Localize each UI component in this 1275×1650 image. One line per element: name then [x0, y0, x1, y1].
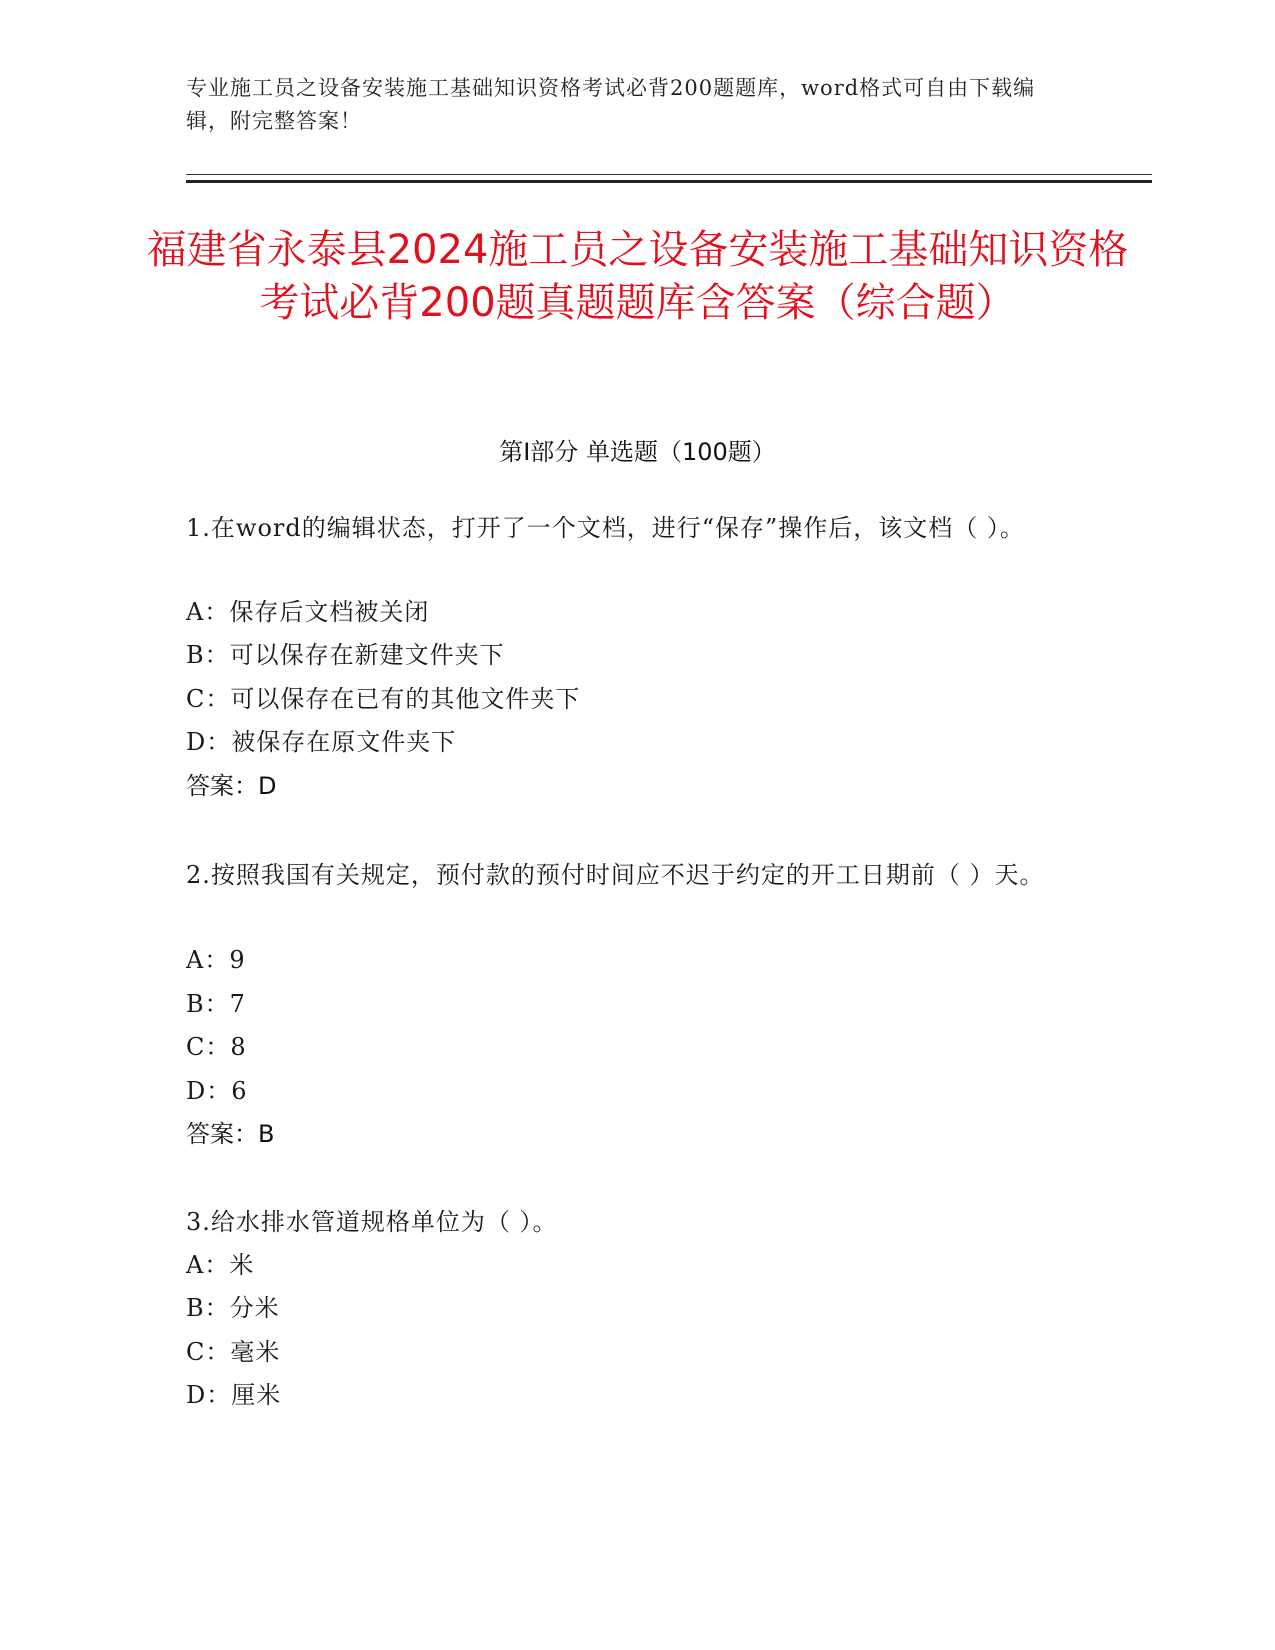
header-rule-thick: [186, 180, 1152, 183]
question-3-option-c: C：毫米: [186, 1338, 281, 1366]
header-rule-thin: [186, 174, 1152, 175]
question-3-option-a: A：米: [186, 1251, 255, 1279]
question-2-option-c: C：8: [186, 1033, 247, 1061]
header-note: 专业施工员之设备安装施工基础知识资格考试必背200题题库，word格式可自由下载编辑，附完整答案！: [186, 76, 1036, 133]
question-3-text: 3.给水排水管道规格单位为（ ）。: [186, 1208, 558, 1236]
section-heading: 第I部分 单选题（100题）: [499, 438, 776, 466]
question-1-option-a: A：保存后文档被关闭: [186, 598, 430, 626]
question-1-answer: 答案：D: [186, 772, 277, 800]
question-2-option-d: D：6: [186, 1077, 248, 1105]
question-1-text: 1.在word的编辑状态，打开了一个文档，进行“保存”操作后，该文档（ ）。: [186, 514, 1025, 542]
question-2-text: 2.按照我国有关规定，预付款的预付时间应不迟于约定的开工日期前（ ）天。: [186, 861, 1045, 889]
question-1-option-c: C：可以保存在已有的其他文件夹下: [186, 685, 581, 713]
question-2-answer: 答案：B: [186, 1120, 275, 1148]
question-2-option-b: B：7: [186, 990, 246, 1018]
document-title: 福建省永泰县2024施工员之设备安装施工基础知识资格考试必背200题真题题库含答案（综合题）: [146, 227, 1129, 326]
question-3-option-d: D：厘米: [186, 1381, 282, 1409]
question-1-option-d: D：被保存在原文件夹下: [186, 728, 457, 756]
question-2-option-a: A：9: [186, 946, 246, 974]
question-3-option-b: B：分米: [186, 1294, 280, 1322]
question-1-option-b: B：可以保存在新建文件夹下: [186, 641, 505, 669]
